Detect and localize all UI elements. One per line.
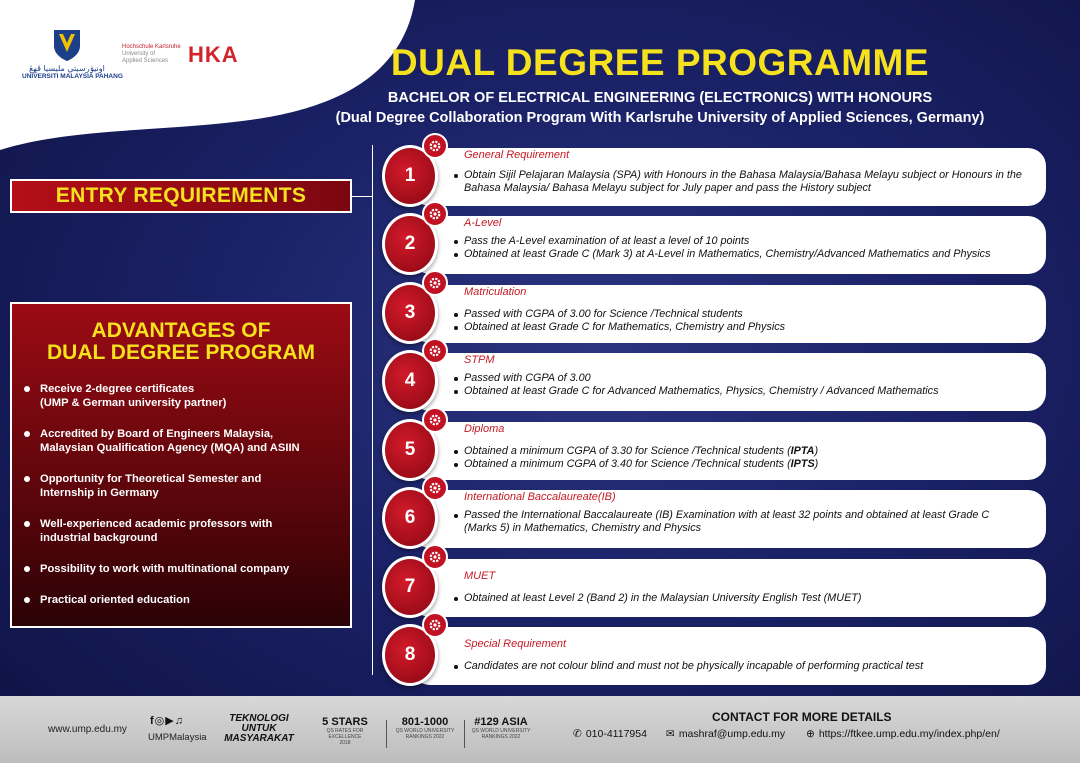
gear-icon [422,407,448,433]
entry-connector [352,196,372,197]
contact-url[interactable] [806,728,1000,740]
stat-rating [310,716,380,746]
requirement-bullets [454,660,1024,673]
requirement-card-body [412,559,1046,617]
requirement-bullets [454,592,1024,605]
website-link[interactable]: www.ump.edu.my [48,724,127,735]
social-icons[interactable] [150,714,184,727]
requirement-number: 3 [404,302,416,323]
footer [0,696,1080,763]
requirement-title: A-Level [464,217,502,229]
advantage-item: Practical oriented education [22,593,342,607]
stat-label: QS WORLD UNIVERSITY RANKINGS 2022 [395,728,455,740]
advantages-title-1: ADVANTAGES OF [91,319,271,342]
advantage-item: Accredited by Board of Engineers Malaysia, Malaysian Qualification Agency (MQA) and ASIIN [22,427,342,455]
twitter-icon[interactable]: ♫ [174,715,184,727]
requirement-title: MUET [464,570,496,582]
requirement-card-6 [382,487,1046,549]
advantage-item: Opportunity for Theoretical Semester and Internship in Germany [22,472,342,500]
requirement-bullet: Pass the A-Level examination of at least a level of 10 points [454,235,1024,248]
requirement-bullet: Candidates are not colour blind and must not be physically incapable of performing practical test [454,660,1024,673]
hka-name-line-1: Hochschule Karlsruhe [122,44,181,50]
requirement-number: 6 [404,507,416,528]
facebook-icon[interactable]: f [150,715,155,727]
requirement-card-7 [382,556,1046,618]
instagram-icon[interactable]: ◎ [154,715,166,727]
requirement-bullet: Obtained a minimum CGPA of 3.30 for Science /Technical students (IPTA) [454,445,1024,458]
requirement-bullets [454,445,1024,471]
page-title: DUAL DEGREE PROGRAMME [390,42,930,83]
globe-icon: ⊕ [806,728,815,740]
requirement-bullets [454,372,1024,398]
requirement-title: Diploma [464,423,505,435]
advantages-panel [10,302,352,628]
requirements-timeline [372,145,373,675]
requirement-title: General Requirement [464,149,570,161]
programme-name: BACHELOR OF ELECTRICAL ENGINEERING (ELECTRONICS) WITH HONOURS [387,90,933,106]
stat-value: 5 STARS [322,716,368,728]
requirement-bullet: Obtained at least Grade C for Advanced Mathematics, Physics, Chemistry / Advanced Mathematics [454,385,1024,398]
requirement-bullet: Obtained at least Grade C for Mathematics, Chemistry and Physics [454,321,1024,334]
bullet-icon [24,521,30,527]
bullet-icon [24,431,30,437]
gear-icon [422,270,448,296]
requirement-card-4 [382,350,1046,412]
hka-name-line-3: Applied Sciences [122,58,169,64]
contact-phone[interactable] [573,728,647,740]
advantages-list [12,382,350,607]
requirement-number: 5 [404,439,416,460]
requirement-title: International Baccalaureate(IB) [464,491,616,503]
ump-logo [22,28,123,80]
advantage-item: Well-experienced academic professors with industrial background [22,517,342,545]
advantages-title-2: DUAL DEGREE PROGRAM [47,341,315,364]
requirement-card-body [412,627,1046,685]
requirement-number: 8 [404,644,416,665]
contact-title: CONTACT FOR MORE DETAILS [712,710,892,724]
bullet-icon [24,597,30,603]
hka-logo [122,42,239,67]
requirement-number: 7 [404,576,416,597]
stat-value: #129 ASIA [474,716,528,728]
phone-icon: ✆ [573,728,582,740]
stat-asia-ranking [468,716,534,740]
divider [386,720,387,748]
entry-requirements-label [10,179,352,213]
social-handle: UMPMalaysia [148,732,207,743]
requirement-number: 1 [404,165,416,186]
stat-label: QS RATES FOR EXCELLENCE 2018 [326,728,364,746]
advantage-item: Possibility to work with multinational company [22,562,342,576]
stat-world-ranking [392,716,458,740]
gear-icon [422,544,448,570]
requirement-bullets [454,509,1024,535]
requirement-card-2 [382,213,1046,275]
stat-label: QS WORLD UNIVERSITY RANKINGS 2022 [471,728,531,740]
ump-shield-icon [50,28,84,62]
requirement-title: STPM [464,354,495,366]
faculty-url[interactable]: https://ftkee.ump.edu.my/index.php/en/ [818,728,1000,740]
ump-name: UNIVERSITI MALAYSIA PAHANG [22,73,123,80]
requirement-card-8 [382,624,1046,686]
requirement-bullets [454,235,1024,261]
requirement-bullets [454,169,1024,195]
phone-number[interactable]: 010-4117954 [585,728,647,740]
stat-value: 801-1000 [401,716,449,728]
bullet-icon [24,566,30,572]
hka-wordmark: HKA [188,42,239,67]
requirement-bullet: Passed with CGPA of 3.00 [454,372,1024,385]
requirement-bullet: Passed the International Baccalaureate (IB) Examination with at least 32 points and obtained at least Grade C (Marks 5) in Mathematics, Chemistry and Physics [454,509,1024,535]
requirement-bullet: Obtained at least Level 2 (Band 2) in the Malaysian University English Test (MUET) [454,592,1024,605]
gear-icon [422,201,448,227]
divider [464,720,465,748]
bullet-icon [24,476,30,482]
gear-icon [422,338,448,364]
gear-icon [422,475,448,501]
entry-requirements-text: ENTRY REQUIREMENTS [55,184,307,207]
youtube-icon[interactable]: ▶ [165,715,175,727]
requirement-card-3 [382,282,1046,344]
requirement-card-5 [382,419,1046,481]
requirement-title: Matriculation [464,286,527,298]
gear-icon [422,612,448,638]
advantage-item: Receive 2-degree certificates (UMP & German university partner) [22,382,342,410]
requirement-bullet: Obtained at least Grade C (Mark 3) at A-Level in Mathematics, Chemistry/Advanced Mathematics and Physics [454,248,1024,261]
hka-name-line-2: University of [122,51,156,57]
requirement-bullet: Obtained a minimum CGPA of 3.40 for Science /Technical students (IPTS) [454,458,1024,471]
tagline: TEKNOLOGI UNTUK MASYARAKAT [224,713,294,744]
requirement-title: Special Requirement [464,638,567,650]
email-address[interactable]: mashraf@ump.edu.my [678,728,786,740]
ump-arabic-name: اونيۏرسيتي مليسيا ڤهڠ [29,64,105,73]
mail-icon: ✉ [666,728,675,740]
gear-icon [422,133,448,159]
requirement-bullets [454,308,1024,334]
contact-email[interactable] [666,728,785,740]
requirement-number: 2 [404,233,416,254]
requirement-card-1 [382,145,1046,207]
bullet-icon [24,386,30,392]
requirement-number: 4 [404,370,416,391]
programme-collaboration: (Dual Degree Collaboration Program With Karlsruhe University of Applied Sciences, Germany) [335,110,985,126]
requirement-bullet: Passed with CGPA of 3.00 for Science /Technical students [454,308,1024,321]
requirement-bullet: Obtain Sijil Pelajaran Malaysia (SPA) with Honours in the Bahasa Malaysia/Bahasa Melayu subject or Honours in the Bahasa Malaysia/ Bahasa Melayu subject for July paper and pass the History subject [454,169,1024,195]
